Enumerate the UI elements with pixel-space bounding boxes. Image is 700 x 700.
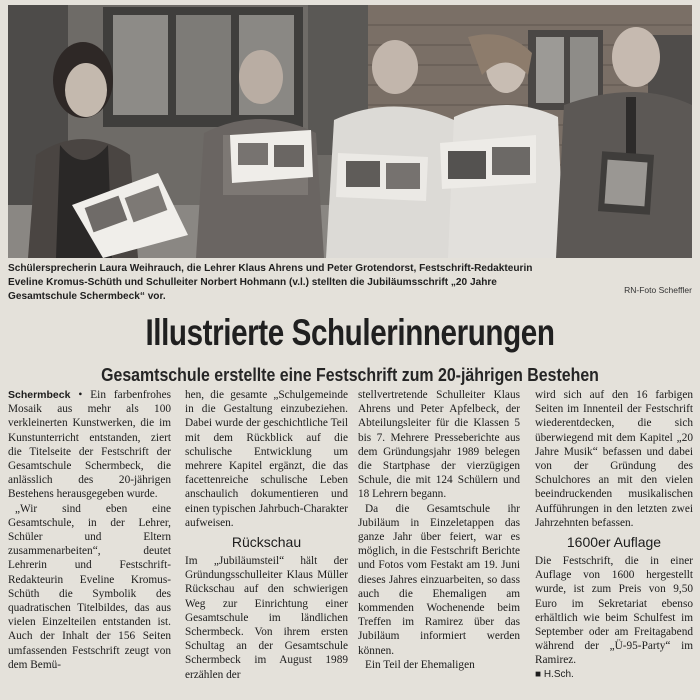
paragraph: Ein Teil der Ehemaligen [365,658,475,671]
article-column-3 [358,388,520,700]
section-heading-auflage: 1600er Auflage [566,534,662,551]
author-signature: ■ H.Sch. [535,668,574,680]
article-column-1 [8,388,171,700]
paragraph [8,388,171,502]
article-column-2 [185,388,348,700]
article-column-4 [535,388,693,700]
paragraph: Im „Jubiläumsteil“ hält der Gründungsschulleiter Klaus Müller Rückschau auf den schwierigen Weg zur Einrichtung einer Gesamtschule im ländlichen Schermbeck. Von ihrem ersten Schultag an der Gesamtschule Schermbeck im August 1989 erzählen der [185,555,348,681]
paragraph: wird sich auf den 16 farbigen Seiten im Innenteil der Festschrift wiederentdecken, die sich überwiegend mit dem Kapitel „20 Jahre Musik“ befassen und dabei von der Gründung des Schulchores an mit den vielen beeindruckenden musikalischen Aufführungen in den letzten zwei Jahrzehnten befassen. [535,389,693,529]
paragraph: stellvertretende Schulleiter Klaus Ahrens und Peter Apfelbeck, der Abteilungsleiter für die Klassen 5 bis 7. Mehrere Presseberichte aus dem Gründungsjahr 1989 belegen die Startphase der vierzügigen Schule, die mit 124 Schülern und 18 Lehrern begann. [358,389,520,501]
article-subheadline: Gesamtschule erstellte eine Festschrift zum 20-jährigen Bestehen [101,364,599,385]
section-heading-rueckschau: Rückschau [231,534,302,551]
article-headline: Illustrierte Schulerinnerungen [145,312,555,353]
photo-caption: Schülersprecherin Laura Weihrauch, die Lehrer Klaus Ahrens und Peter Grotendorst, Festschrift-Redakteurin Eveline Kromus-Schüth und Schulleiter Norbert Hohmann (v.l.) stellten die Jubiläumsschrift „20 Jahre Gesamtschule Schermbeck“ vor. [8,263,533,302]
paragraph-text: • Ein farbenfrohes Mosaik aus mehr als 100 verkleinerten Kunstwerken, die im Kunstunterricht entstanden, ziert die Titelseite der Festschrift der Gesamtschule Schermbeck, die anlässlich des 20-jährigen Bestehens herausgegeben wurde. [8,389,171,501]
paragraph: hen, die gesamte „Schulgemeinde in die Gestaltung einzubeziehen. Dabei wurde der geschichtliche Teil mit dem Rückblick auf die schulische Entwicklung um mehrere Kapitel ergänzt, die das facettenreiche schulische Leben anschaulich dokumentieren und einen typischen Jahrbuch-Charakter aufweisen. [185,389,348,529]
photo-credit: RN-Foto Scheffler [624,285,692,295]
dateline: Schermbeck [8,389,71,401]
photo-illustration [8,5,692,258]
paragraph: Da die Gesamtschule ihr Jubiläum in Einzeletappen das ganze Jahr über feiert, war es möglich, in die Festschrift Berichte und Fotos vom Festakt am 19. Juni dieses Jahres einzuarbeiten, so dass auch die Ehemaligen am kommenden Wochenende beim Treffen im Ramirez über das Jubiläum informiert werden können. [358,502,520,657]
paragraph: Die Festschrift, die in einer Auflage von 1600 hergestellt wurde, ist zum Preis von 9,50 Euro im Sekretariat ebenso erhältlich wie beim Schulfest im September oder am Freitagabend während der „Ü-95-Party“ im Ramirez. [535,555,693,667]
article-photo [8,5,692,258]
paragraph: „Wir sind eben eine Gesamtschule, in der Lehrer, Schüler und Eltern zusammenarbeiten“, deutet Lehrerin und Festschrift-Redakteurin Eveline Kromus-Schüth die Symbolik des quadratischen Titelbildes, das aus vielen Einzelteilen entstanden ist. Auch der Inhalt der 156 Seiten umfassenden Festschrift zeugt von dem Bemü- [8,502,171,671]
